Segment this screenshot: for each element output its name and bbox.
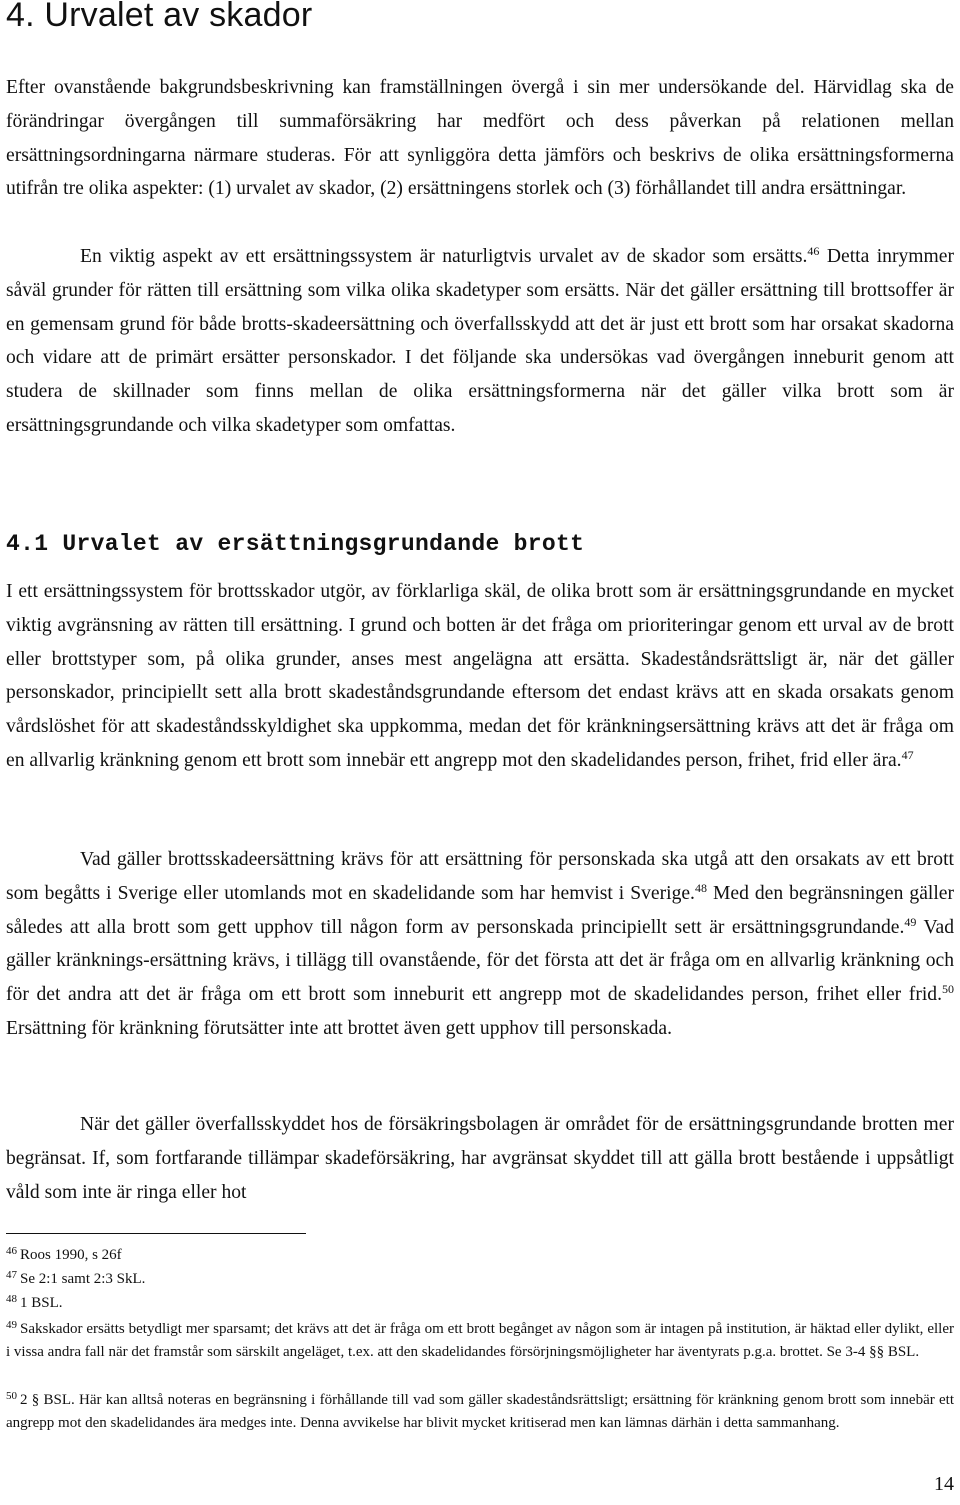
footnote-number: 48 xyxy=(6,1293,17,1305)
intro-p2-text-a: En viktig aspekt av ett ersättningssystem är naturligtvis urvalet av de skador som ersätts. xyxy=(80,246,808,267)
footnote-text: Sakskador ersätts betydligt mer sparsamt; det krävs att det är fråga om ett brott begånget av någon som är intagen på institution, är häktad eller dylikt, eller i vissa andra fall när det framstår som särskilt angeläget, t.ex. att den skadelidandes försörjningsmöjligheter har äventyrats p.g.a. brottet. Se 3-4 §§ BSL. xyxy=(6,1321,954,1361)
section-p2-text-d: Ersättning för kränkning förutsätter inte att brottet även gett upphov till personskada. xyxy=(6,1017,673,1039)
intro-paragraph-2 xyxy=(6,240,954,443)
footnote-text: 2 § BSL. Här kan alltså noteras en begränsning i förhållande till vad som gäller skadeståndsrättsligt; ersättning för kränkning genom brott som innebär ett angrepp mot den skadelidandes ära medges inte. Denna avvikelse har blivit mycket kritiserad men kan lämnas därhän i detta sammanhang. xyxy=(6,1392,954,1432)
footnote-number: 46 xyxy=(6,1245,17,1257)
footnote-text: Se 2:1 samt 2:3 SkL. xyxy=(20,1271,146,1287)
footnote-number: 47 xyxy=(6,1269,17,1281)
footnote-48 xyxy=(6,1292,954,1315)
footnote-47 xyxy=(6,1268,954,1291)
footnote-49 xyxy=(6,1318,954,1365)
section-paragraph-3: När det gäller överfallsskyddet hos de försäkringsbolagen är området för de ersättningsgrundande brotten mer begränsat. If, som fortfarande tillämpar skadeförsäkring, har avgränsat skyddet till att gälla brott bestående i uppsåtligt våld som inte är ringa eller hot xyxy=(6,1114,954,1203)
footnote-number: 49 xyxy=(6,1319,17,1331)
chapter-heading: 4. Urvalet av skador xyxy=(6,0,313,34)
footnote-number: 50 xyxy=(6,1390,17,1402)
footnote-ref-49[interactable]: 49 xyxy=(904,914,917,929)
footnote-ref-46[interactable]: 46 xyxy=(807,244,820,258)
page-number: 14 xyxy=(934,1473,954,1495)
footnote-50 xyxy=(6,1389,954,1436)
intro-paragraph-1: Efter ovanstående bakgrundsbeskrivning kan framställningen övergå i sin mer undersökande del. Härvidlag ska de förändringar övergången till summaförsäkring har medfört och dess påverkan på relationen mellan ersättningsordningarna närmare studeras. För att synliggöra detta jämförs och beskrivs de olika ersättningsformerna utifrån tre olika aspekter: (1) urvalet av skador, (2) ersättningens storlek och (3) förhållandet till andra ersättningar. xyxy=(6,77,954,200)
section-paragraph-1 xyxy=(6,575,954,778)
section-heading: 4.1 Urvalet av ersättningsgrundande brott xyxy=(6,531,585,557)
footnote-ref-50[interactable]: 50 xyxy=(942,982,954,997)
footnote-ref-47[interactable]: 47 xyxy=(901,747,914,762)
section-p2-text-b: Med den begränsningen gäller således att alla brott som gett upphov till någon form av personskada principiellt sett är ersättningsgrundande. xyxy=(6,882,955,938)
footnote-divider xyxy=(6,1233,306,1234)
section-p1-text: I ett ersättningssystem för brottsskador utgör, av förklarliga skäl, de olika brott som är ersättningsgrundande en mycket viktig avgränsning av rätten till ersättning. I grund och botten är det fråga om prioriteringar genom ett urval av de brott eller brottstyper som, på olika grunder, anses mest angelägna att ersätta. Skadeståndsrättsligt är, när det gäller personskador, principiellt sett alla brott skadeståndsgrundande eftersom det endast krävs att en skada orsakats genom vårdslöshet för att skadeståndsskyldighet ska uppkomma, medan det för kränkningsersättning krävs att det är fråga om en allvarlig kränkning genom ett brott som innebär ett angrepp mot den skadelidandes person, frihet, frid eller ära. xyxy=(6,581,954,771)
footnote-text: 1 BSL. xyxy=(20,1295,63,1311)
section-p2-text-c: Vad gäller kränknings-ersättning krävs, i tillägg till ovanstående, för det första att det är fråga om en allvarlig kränkning och för det andra att det är fråga om ett brott som inneburit ett angrepp mot de skadelidandes person, frihet eller frid. xyxy=(6,916,954,1006)
intro-p2-text-b: Detta inrymmer såväl grunder för rätten till ersättning som vilka olika skadetyper som ersätts. När det gäller ersättning till brottsoffer är en gemensam grund för både brotts-skadeersättning och överfallsskydd att det är just ett brott som har orsakat skadorna och vidare att de primärt ersätter personskador. I det följande ska undersökas vad övergången inneburit genom att studera de skillnader som finns mellan de olika ersättningsformerna när det gäller vilka brott som är ersättningsgrundande och vilka skadetyper som omfattas. xyxy=(6,246,954,436)
footnote-ref-48[interactable]: 48 xyxy=(694,880,707,895)
footnote-46 xyxy=(6,1244,954,1267)
section-p2-text-a: Vad gäller brottsskadeersättning krävs för att ersättning för personskada ska utgå att den orsakats av ett brott som begåtts i Sverige eller utomlands mot en skadelidande som har hemvist i Sverige. xyxy=(6,849,954,904)
footnote-text: Roos 1990, s 26f xyxy=(20,1247,122,1263)
section-paragraph-2 xyxy=(6,843,954,1046)
